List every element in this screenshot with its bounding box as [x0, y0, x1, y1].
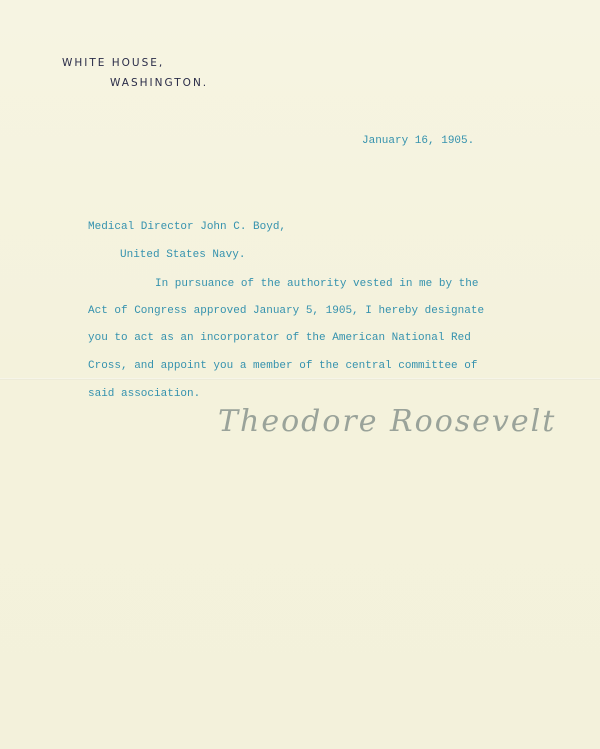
body-line: you to act as an incorporator of the American National Red: [88, 332, 471, 344]
signature: Theodore Roosevelt: [218, 404, 557, 439]
body-line: said association.: [88, 388, 201, 400]
body-line: Act of Congress approved January 5, 1905, I hereby designate: [88, 305, 485, 317]
recipient-name: Medical Director John C. Boyd,: [88, 221, 287, 233]
paper-fold: [0, 378, 600, 380]
body-line: Cross, and appoint you a member of the central committee of: [88, 360, 478, 372]
body-line: In pursuance of the authority vested in me by the: [155, 278, 479, 290]
letterhead-line2: WASHINGTON.: [110, 77, 209, 89]
letterhead-line1: WHITE HOUSE,: [62, 57, 165, 69]
recipient-title: United States Navy.: [120, 249, 246, 261]
letter-date: January 16, 1905.: [362, 135, 475, 147]
